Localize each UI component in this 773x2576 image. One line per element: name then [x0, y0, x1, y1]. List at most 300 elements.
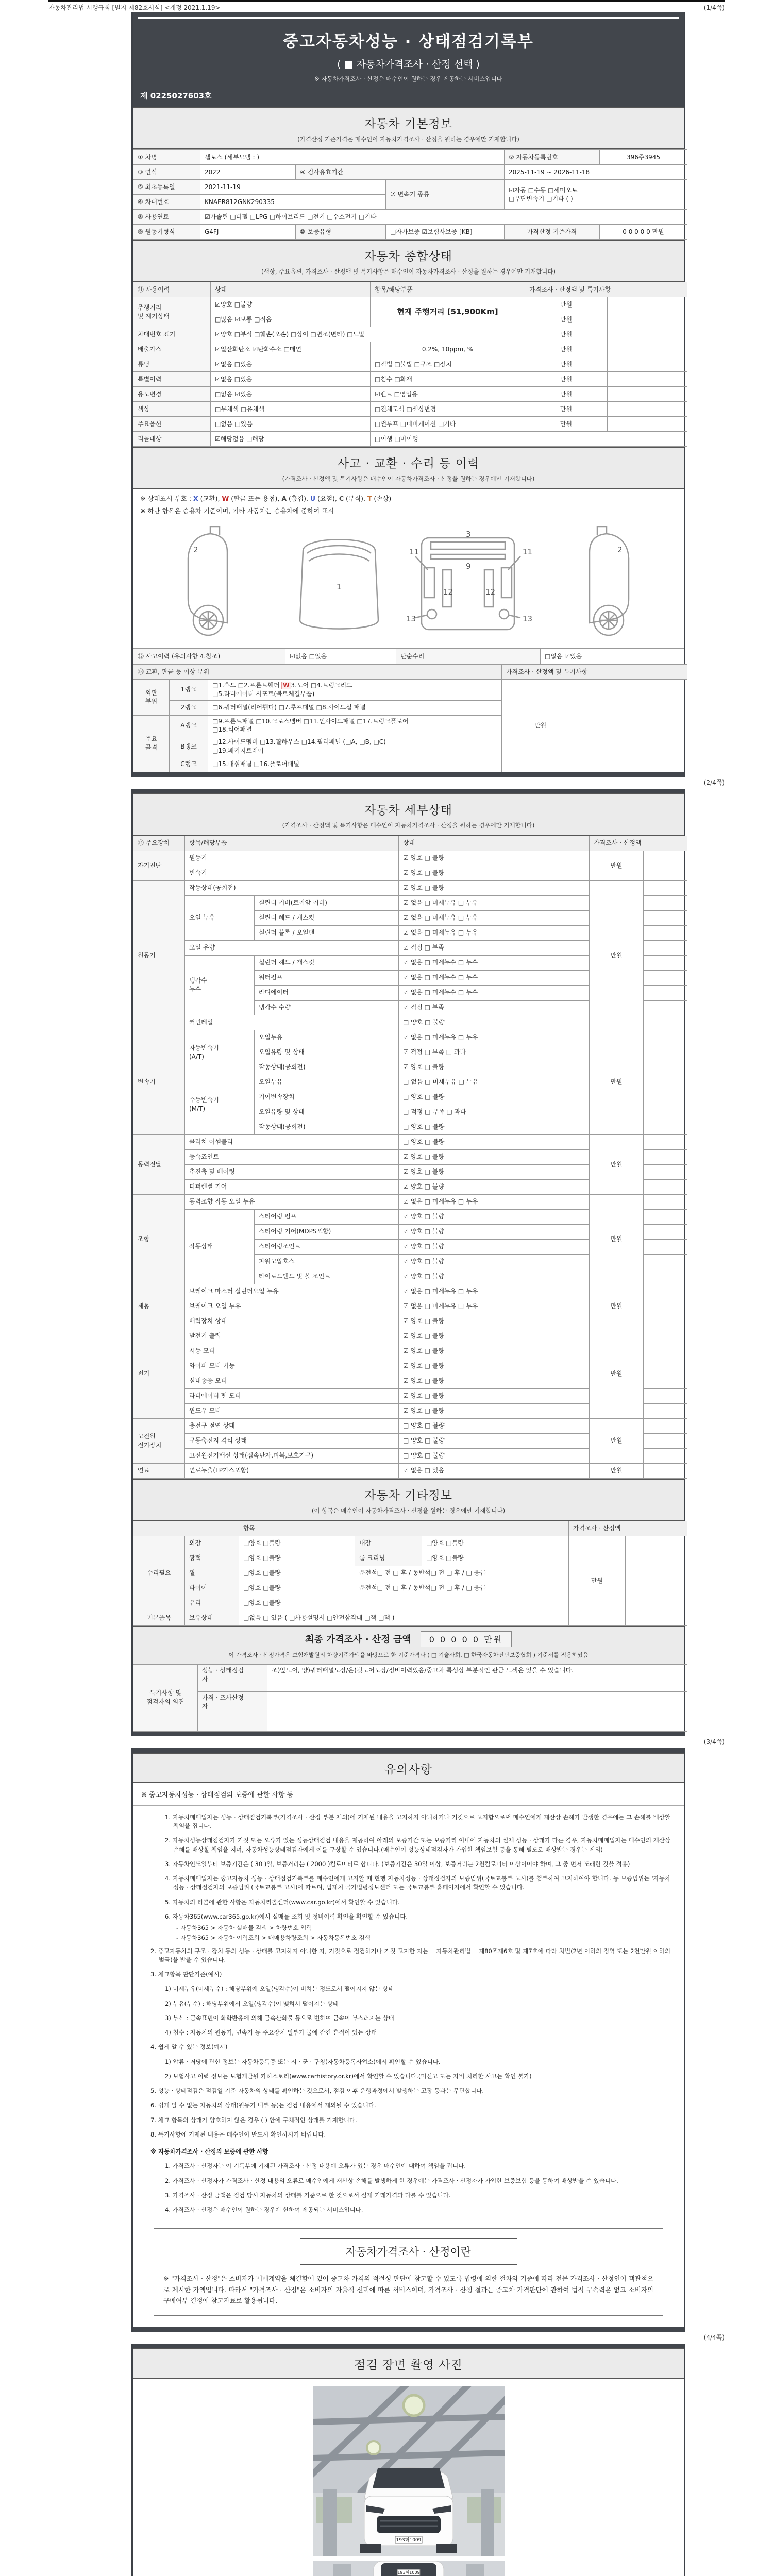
- table-cell: 오일누유: [255, 1075, 399, 1090]
- section-subtitle: (가격조사 · 산정액 및 특기사항은 매수인이 자동차가격조사 · 산정을 원하는 경우에만 기재합니다): [282, 475, 535, 482]
- table-cell: 라디에이터 팬 모터: [185, 1388, 399, 1403]
- legend-part: (요철),: [315, 495, 339, 502]
- table-cell: KNAER812GNK290335: [200, 195, 386, 210]
- table-cell: 자동변속기 (A/T): [185, 1030, 255, 1075]
- table-cell: [608, 312, 687, 327]
- table-cell: □ 양호 □ 불량: [399, 1448, 590, 1463]
- page4-top-bar: [133, 2344, 684, 2348]
- table-cell: □ 적정 □ 부족 □ 과다: [399, 1105, 590, 1120]
- table-cell: ☑ 없음 □ 미세누유 □ 누유: [399, 1284, 590, 1299]
- table-cell: ☑ 없음 □ 미세누유 □ 누유: [399, 925, 590, 940]
- detail-state-table: [133, 836, 684, 1479]
- final-price-amount: 0 0 0 0 0 만원: [421, 1631, 512, 1647]
- table-cell: ☑해당없음 □해당: [211, 432, 371, 447]
- table-cell: ☑ 적정 □ 부족: [399, 940, 590, 955]
- table-cell: □양호 □불량: [239, 1581, 355, 1596]
- table-cell: □양호 □불량: [239, 1536, 355, 1551]
- table-cell: ☑ 양호 □ 불량: [399, 1403, 590, 1418]
- table-cell: 만원: [525, 402, 608, 417]
- legend-part: X: [193, 495, 198, 502]
- table-cell: 만원: [525, 327, 608, 342]
- notice-paragraph: - 자동차365 > 자동차 이력조회 > 매매용차량조회 > 자동차등록번호 검색: [176, 1934, 371, 1942]
- page1-bottom-bar: [133, 772, 684, 777]
- label-2-left: 2: [193, 545, 198, 554]
- table-cell: 만원: [590, 1284, 644, 1329]
- ceiling-light-1: [404, 2395, 424, 2416]
- table-cell: [525, 432, 687, 447]
- section-title: 자동차 기본정보: [364, 117, 452, 131]
- table-cell: 1랭크: [170, 680, 208, 701]
- table-cell: [644, 1149, 687, 1164]
- table-cell: 가격산정 기준가격: [505, 225, 600, 240]
- section-title: 사고 · 교환 · 수리 등 이력: [337, 457, 480, 470]
- table-cell: [644, 985, 687, 1000]
- table-cell: [608, 342, 687, 357]
- table-cell: ☑ 양호 □ 불량: [399, 1359, 590, 1374]
- table-cell: 2021-11-19: [200, 180, 386, 195]
- table-cell: [644, 1418, 687, 1433]
- notice-paragraph: 6. 자동차365(www.car365.go.kr)에서 실매물 조회 및 정비이력 확인을 확인할 수 있습니다.: [165, 1912, 408, 1920]
- table-cell: □없음 ☑있음: [541, 649, 687, 664]
- table-cell: □적법 □불법 □구조 □장치: [371, 357, 525, 372]
- table-cell: [644, 1000, 687, 1015]
- table-cell: □없음 □ 있음 ( □사용설명서 □안전삼각대 □잭 □잭 ): [239, 1611, 569, 1625]
- table-cell: ☑양호 □부식 □훼손(오손) □상이 □변조(변타) □도말: [211, 327, 525, 342]
- table-cell: 기어변속장치: [255, 1090, 399, 1105]
- table-cell: [644, 851, 687, 866]
- table-cell: [644, 1239, 687, 1254]
- table-cell: [644, 1448, 687, 1463]
- table-cell: 원동기: [133, 880, 185, 1030]
- table-cell: 디퍼렌셜 기어: [185, 1179, 399, 1194]
- table-cell: [644, 1224, 687, 1239]
- table-cell: 주행거리 및 계기상태: [133, 297, 211, 327]
- section-notice: [133, 1753, 684, 1783]
- table-cell: 외장: [185, 1536, 239, 1551]
- notice-paragraph: - 자동차365 > 자동차 실매물 검색 > 차량번호 입력: [176, 1924, 312, 1932]
- table-cell: [644, 955, 687, 970]
- table-cell: [644, 970, 687, 985]
- table-cell: 구동축전지 격리 상태: [185, 1433, 399, 1448]
- notice-paragraph: 5. 자동차의 리콜에 관한 사항은 자동차리콜센터(www.car.go.kr)에서 확인할 수 있습니다.: [165, 1898, 400, 1906]
- inspection-photos: [133, 2379, 684, 2576]
- table-cell: [608, 372, 687, 387]
- legend-part: (흠집),: [287, 495, 310, 502]
- table-cell: 성능 · 상태점검 자: [198, 1664, 267, 1691]
- table-cell: ⑨ 원동기형식: [133, 225, 200, 240]
- comprehensive-state-table: [133, 282, 684, 447]
- table-cell: ☑ 양호 □ 불량: [399, 1149, 590, 1164]
- page2-bottom-bar: [133, 1732, 684, 1736]
- table-cell: 만원: [525, 312, 608, 327]
- label-11-left: 11: [409, 547, 419, 556]
- table-cell: [644, 1164, 687, 1179]
- table-cell: ② 자동차등록번호: [505, 150, 600, 165]
- table-cell: □양호 □불량: [239, 1566, 355, 1581]
- table-cell: □침수 □화재: [371, 372, 525, 387]
- table-cell: □전체도색 □색상변경: [371, 402, 525, 417]
- table-cell: ☑없음 □있음: [211, 357, 371, 372]
- table-cell: ☑ 양호 □ 불량: [399, 1239, 590, 1254]
- table-cell: ☑ 양호 □ 불량: [399, 1224, 590, 1239]
- section-title: 유의사항: [384, 1762, 432, 1776]
- table-cell: ☑가솔린 □디젤 □LPG □하이브리드 □전기 □수소전기 □기타: [200, 210, 687, 225]
- table-cell: □없음 ☑있음: [211, 387, 371, 402]
- table-cell: 항목: [239, 1521, 569, 1536]
- quarter-view-right: [590, 527, 629, 635]
- table-cell: 단순수리: [396, 649, 541, 664]
- label-2-right: 2: [617, 545, 623, 554]
- table-cell: □6.쿼터패널(리어휀다) □7.루프패널 □8.사이드실 패널: [208, 700, 502, 715]
- table-cell: [644, 1284, 687, 1299]
- table-cell: ☑ 양호 □ 불량: [399, 851, 590, 866]
- table-cell: ⑩ 보증유형: [296, 225, 386, 240]
- table-cell: 현재 주행거리 [51,900Km]: [371, 297, 525, 327]
- table-cell: 2022: [200, 165, 296, 180]
- table-cell: 만원: [590, 1463, 644, 1478]
- table-cell: ☑ 없음 □ 미세누유 □ 누유: [399, 895, 590, 910]
- legend-part: (교환),: [198, 495, 222, 502]
- table-cell: B랭크: [170, 736, 208, 757]
- table-cell: [644, 1388, 687, 1403]
- table-cell: 라디에이터: [255, 985, 399, 1000]
- table-cell: [133, 1521, 239, 1536]
- table-cell: 만원: [590, 1329, 644, 1418]
- table-cell: 파워고압호스: [255, 1254, 399, 1269]
- table-cell: 배출가스: [133, 342, 211, 357]
- table-cell: ☑ 양호 □ 불량: [399, 1344, 590, 1359]
- notice-paragraph: 4. 쉽게 알 수 있는 정보(예시): [150, 2043, 228, 2051]
- notice-paragraph: 4. 가격조사 · 산정은 매수인이 원하는 경우에 한하여 제공되는 서비스입니다.: [165, 2206, 363, 2214]
- page3-bottom-bar: [133, 2327, 684, 2332]
- table-cell: 셀토스 (세부모델 : ): [200, 150, 505, 165]
- notice-paragraph: 8. 특기사항에 기재된 내용은 매수인이 반드시 확인하시기 바랍니다.: [150, 2130, 326, 2138]
- photo-front-view: [313, 2386, 505, 2556]
- table-cell: 기본품목: [133, 1611, 185, 1625]
- table-cell: 상태: [399, 836, 590, 851]
- table-cell: 냉각수 수량: [255, 1000, 399, 1015]
- table-cell: □ 양호 □ 불량: [399, 1090, 590, 1105]
- table-cell: [626, 1536, 687, 1625]
- lift-post-right: [481, 2489, 494, 2556]
- table-cell: 만원: [525, 372, 608, 387]
- table-cell: □15.대쉬패널 □16.플로어패널: [208, 757, 502, 772]
- table-cell: ☑ 양호 □ 불량: [399, 1060, 590, 1075]
- table-cell: 특기사항 및 점검자의 의견: [133, 1664, 198, 1731]
- table-cell: [644, 1299, 687, 1314]
- ceiling-light-2: [367, 2441, 380, 2454]
- table-cell: [644, 1463, 687, 1478]
- table-cell: [644, 866, 687, 880]
- table-cell: 튜닝: [133, 357, 211, 372]
- section-subtitle: (가격산정 기준가격은 매수인이 자동차가격조사 · 산정을 원하는 경우에만 기재합니다): [297, 135, 519, 143]
- table-cell: □9.프론트패널 □10.크로스멤버 □11.인사이드패널 □17.트렁크플로어 □18.리어패널: [208, 715, 502, 736]
- table-cell: 조)앞도어, 양)쿼터패널도장/운)뒷도어도장/정비이력있음/중고차 특성상 부분적인 판금 도색은 있을 수 있습니다.: [267, 1664, 687, 1691]
- table-cell: [644, 1179, 687, 1194]
- header-stripe: [138, 17, 679, 19]
- table-cell: [644, 1090, 687, 1105]
- car-views-diagram-svg: [133, 522, 684, 641]
- legend-part: W: [222, 495, 229, 502]
- table-cell: [644, 1030, 687, 1045]
- table-cell: ⑪ 사용이력: [133, 282, 211, 297]
- table-cell: [644, 1075, 687, 1090]
- table-cell: 특별이력: [133, 372, 211, 387]
- table-cell: C랭크: [170, 757, 208, 772]
- table-cell: 추진축 및 베어링: [185, 1164, 399, 1179]
- table-cell: ☑ 양호 □ 불량: [399, 1254, 590, 1269]
- table-cell: 외판 부위: [133, 680, 170, 716]
- table-cell: 운전석□ 전 □ 후 / 동반석□ 전 □ 후 / □ 응급: [355, 1566, 569, 1581]
- table-cell: ☑ 없음 □ 있음: [399, 1463, 590, 1478]
- table-cell: ☑ 양호 □ 불량: [399, 1374, 590, 1388]
- label-12-right: 12: [485, 587, 496, 597]
- rear-plate-text: 193허1009: [397, 2570, 420, 2575]
- table-cell: 변속기: [133, 1030, 185, 1134]
- table-cell: □양호 □불량: [239, 1551, 355, 1566]
- table-cell: □양호 □불량: [422, 1536, 569, 1551]
- page3-top-bar: [133, 1748, 684, 1753]
- section-title: 점검 장면 촬영 사진: [354, 2359, 463, 2372]
- table-cell: ⑧ 사용연료: [133, 210, 200, 225]
- table-cell: 가격조사 · 산정액: [590, 836, 687, 851]
- table-cell: [644, 925, 687, 940]
- table-cell: 휠: [185, 1566, 239, 1581]
- section-subtitle: (가격조사 · 산정액 및 특기사항은 매수인이 자동차가격조사 · 산정을 원하는 경우에만 기재합니다): [282, 821, 535, 829]
- section-other-info: [133, 1479, 684, 1521]
- table-cell: 만원: [569, 1536, 626, 1625]
- lift-post-left: [323, 2489, 337, 2556]
- table-cell: 연료: [133, 1463, 185, 1478]
- table-cell: [644, 1329, 687, 1344]
- table-cell: ③ 연식: [133, 165, 200, 180]
- notice-paragraph: 4) 침수 : 자동차의 원동기, 변속기 등 주요장치 일부가 물에 잠긴 흔적이 있는 상태: [165, 2029, 377, 2037]
- table-cell: G4FJ: [200, 225, 296, 240]
- notice-paragraph: 7. 체크 항목의 상태가 양호하지 않은 경우 ( ) 안에 구체적인 상태를 기재합니다.: [150, 2116, 357, 2124]
- table-cell: 충전구 절연 상태: [185, 1418, 399, 1433]
- table-cell: ☑ 없음 □ 미세누유 □ 누유: [399, 1194, 590, 1209]
- table-cell: 실린더 블록 / 오일팬: [255, 925, 399, 940]
- table-cell: □없음 □있음: [211, 417, 371, 432]
- table-cell: □무채색 □유채색: [211, 402, 371, 417]
- table-cell: 윈도우 모터: [185, 1403, 399, 1418]
- table-cell: 가격조사 · 산정액 및 특기사항: [502, 665, 687, 680]
- table-cell: □ 양호 □ 불량: [399, 1015, 590, 1030]
- document-header: [133, 12, 684, 107]
- label-13-right: 13: [523, 614, 533, 623]
- table-cell: ☑자동 □수동 □세미오토 □무단변속기 □기타 ( ): [505, 180, 687, 210]
- section-subtitle: (이 항목은 매수인이 자동차가격조사 · 산정을 원하는 경우에만 기재합니다): [311, 1506, 506, 1514]
- table-cell: 수동변속기 (M/T): [185, 1075, 255, 1134]
- other-info-table: [133, 1521, 684, 1626]
- legend-part: T: [367, 495, 372, 502]
- table-cell: [608, 357, 687, 372]
- table-cell: [608, 297, 687, 312]
- table-cell: 브레이크 오일 누유: [185, 1299, 399, 1314]
- table-cell: 주요옵션: [133, 417, 211, 432]
- table-cell: ⑥ 차대번호: [133, 195, 200, 210]
- table-cell: □이행 □미이행: [371, 432, 525, 447]
- table-cell: 만원: [525, 387, 608, 402]
- table-cell: A랭크: [170, 715, 208, 736]
- table-cell: ☑ 양호 □ 불량: [399, 1388, 590, 1403]
- table-cell: [644, 1105, 687, 1120]
- table-cell: ☑ 양호 □ 불량: [399, 1179, 590, 1194]
- table-cell: [644, 1194, 687, 1209]
- table-cell: 스티어링 기어(MDPS포함): [255, 1224, 399, 1239]
- table-cell: □ 없음 □ 미세누유 □ 누유: [399, 1075, 590, 1090]
- notice-paragraphs: [133, 1806, 684, 2226]
- form-reference: 자동차관리법 시행규칙 [별지 제82호서식] <개정 2021.1.19>: [48, 4, 221, 11]
- table-cell: ④ 검사유효기간: [296, 165, 505, 180]
- page-1: [131, 12, 685, 777]
- table-cell: 연료누출(LP가스포함): [185, 1463, 399, 1478]
- notice-paragraph: 3. 가격조사 · 산정 금액은 점검 당시 자동차의 상태를 기준으로 한 것으로서 실제 거래가격과 다를 수 있습니다.: [165, 2191, 451, 2199]
- table-cell: 오일 유량: [185, 940, 399, 955]
- section-basic-info: [133, 107, 684, 149]
- table-cell: 용도변경: [133, 387, 211, 402]
- legend-part: U: [310, 495, 316, 502]
- table-cell: ☑ 양호 □ 불량: [399, 1314, 590, 1329]
- table-cell: 396주3945: [600, 150, 687, 165]
- table-cell: ☑ 없음 □ 미세누수 □ 누수: [399, 955, 590, 970]
- table-cell: [608, 387, 687, 402]
- section-subtitle: (색상, 주요옵션, 가격조사 · 산정액 및 특기사항은 매수인이 자동차가격조사 · 산정을 원하는 경우에만 기재합니다): [261, 268, 556, 275]
- front-plate-text: 193허1009: [396, 2538, 421, 2544]
- state-symbol-legend: [140, 494, 677, 503]
- page-4: [131, 2344, 685, 2576]
- label-13-left: 13: [406, 614, 416, 623]
- quarter-view-left: [188, 527, 227, 635]
- table-cell: [644, 880, 687, 895]
- legend-part: A: [281, 495, 287, 502]
- legend-part: (부식),: [344, 495, 367, 502]
- table-cell: 제동: [133, 1284, 185, 1329]
- table-cell: 내장: [355, 1536, 422, 1551]
- notice-paragraph: 1) 미세누유(미세누수) : 해당부위에 오일(냉각수)이 비치는 정도로서 떨어지지 않는 상태: [165, 1985, 394, 1993]
- final-price-band: [133, 1626, 684, 1664]
- section-comprehensive: [133, 240, 684, 282]
- table-cell: [608, 417, 687, 432]
- definition-box-title: 자동차가격조사 · 산정이란: [300, 2238, 517, 2265]
- table-cell: [644, 1344, 687, 1359]
- table-cell: 항목/해당부품: [371, 282, 525, 297]
- table-cell: 만원: [590, 851, 644, 880]
- table-cell: 워터펌프: [255, 970, 399, 985]
- table-cell: ☑ 양호 □ 불량: [399, 866, 590, 880]
- document-note: ※ 자동차가격조사 · 산정은 매수인이 원하는 경우 제공하는 서비스입니다: [314, 75, 502, 82]
- table-cell: 와이퍼 모터 기능: [185, 1359, 399, 1374]
- document-subtitle: ( ■ 자동차가격조사 · 산정 선택 ): [337, 59, 480, 70]
- table-cell: 오일유량 및 상태: [255, 1045, 399, 1060]
- table-cell: ⑦ 변속기 종류: [386, 180, 505, 210]
- section-photos: [133, 2348, 684, 2379]
- table-cell: □1.후드 □2.프론트휀더 W 3.도어 □4.트렁크리드 □5.라디에이터 서포트(볼트체결부품): [208, 680, 502, 701]
- table-cell: 만원: [590, 880, 644, 1030]
- table-cell: 동력조향 작동 오일 누유: [185, 1194, 399, 1209]
- table-cell: [644, 895, 687, 910]
- table-cell: 만원: [502, 680, 579, 772]
- table-cell: [644, 1403, 687, 1418]
- table-cell: 항목/해당부품: [185, 836, 399, 851]
- section-title: 자동차 기타정보: [364, 1488, 452, 1502]
- final-price-label: 최종 가격조사 · 산정 금액: [305, 1634, 411, 1646]
- table-cell: 리콜대상: [133, 432, 211, 447]
- table-cell: 0.2%, 10ppm, %: [371, 342, 525, 357]
- table-cell: [644, 1134, 687, 1149]
- table-cell: 타이어: [185, 1581, 239, 1596]
- structure-top-view: [415, 538, 520, 630]
- section-title: 자동차 종합상태: [364, 250, 452, 263]
- table-cell: [644, 1015, 687, 1030]
- label-9: 9: [466, 562, 471, 571]
- table-cell: □양호 □불량: [239, 1596, 569, 1611]
- table-cell: ☑없음 □있음: [211, 372, 371, 387]
- table-cell: 차대번호 표기: [133, 327, 211, 342]
- legend-part: (손상): [372, 495, 392, 502]
- table-cell: 운전석□ 전 □ 후 / 동반석□ 전 □ 후 / □ 응급: [355, 1581, 569, 1596]
- table-cell: [644, 1269, 687, 1284]
- table-cell: 오일누유: [255, 1030, 399, 1045]
- table-cell: [644, 1120, 687, 1134]
- table-cell: 만원: [525, 342, 608, 357]
- table-cell: ⑬ 교환, 판금 등 이상 부위: [133, 665, 502, 680]
- table-cell: 만원: [590, 1418, 644, 1463]
- table-cell: □12.사이드멤버 □13.휠하우스 □14.필러패널 (□A, □B, □C) □19.패키지트레이: [208, 736, 502, 757]
- table-cell: [644, 1374, 687, 1388]
- table-cell: 2025-11-19 ~ 2026-11-18: [505, 165, 687, 180]
- table-cell: ☑ 양호 □ 불량: [399, 1209, 590, 1224]
- notice-paragraph: 2. 가격조사 · 산정자가 가격조사 · 산정 내용의 오류로 매수인에게 재산상 손해를 발생하게 한 경우에는 가격조사 · 산정자가 가입한 보증보험 등을 통하여 배상받을 수 있습니다.: [165, 2177, 618, 2184]
- table-cell: 유리: [185, 1596, 239, 1611]
- table-cell: ☑ 양호 □ 불량: [399, 1164, 590, 1179]
- table-cell: ⑫ 사고이력 (유의사항 4.참조): [133, 649, 285, 664]
- page-marker-4: (4/4쪽): [703, 2334, 725, 2342]
- page-meta: [48, 0, 725, 12]
- weld-mark: W: [281, 682, 291, 689]
- car-front: [360, 2468, 457, 2553]
- notice-paragraph: ※ 자동차가격조사 · 산정의 보증에 관한 사항: [150, 2148, 268, 2156]
- notice-paragraph: 4. 자동차매매업자는 중고자동차 성능 · 상태점검기록부를 매수인에게 고지할 때 현행 자동차성능 · 상태점검자의 보증범위(국토교통부 고시)를 첨부하여 고지하여야 합니다. 동 보증범위는 '자동차성능 · 상태점검자의 보증범위'(국토교통부 고시)에 따르며, 법제처 국가법령정보센터 또는 국토교통부 홈페이지에서 확인할 수 있습니다.: [165, 1875, 670, 1891]
- notice-paragraph: 3. 체크항목 판단기준(예시): [150, 1971, 222, 1978]
- table-cell: 가격조사 · 산정액: [569, 1521, 687, 1536]
- table-cell: ☑ 없음 □ 미세누유 □ 누유: [399, 910, 590, 925]
- table-cell: 실린더 커버(로커암 커버): [255, 895, 399, 910]
- table-cell: ☑ 없음 □ 미세누유 □ 누유: [399, 1299, 590, 1314]
- page-3: [131, 1748, 685, 2332]
- table-cell: ☑ 양호 □ 불량: [399, 1329, 590, 1344]
- table-cell: 가격 · 조사산정 자: [198, 1691, 267, 1731]
- notice-paragraph: 3. 자동차인도일부터 보증기간은 ( 30 )일, 보증거리는 ( 2000 )킬로미터로 합니다. (보증기간은 30일 이상, 보증거리는 2천킬로미터 이상이어야 하며, 그 중 먼저 도래한 것을 적용): [165, 1860, 630, 1868]
- notice-paragraph: 1) 압류 · 저당에 관한 정보는 자동차등록증 또는 시 · 군 · 구청(자동차등록사업소)에서 확인할 수 있습니다.: [165, 2058, 441, 2065]
- table-cell: 냉각수 누수: [185, 955, 255, 1015]
- table-cell: [579, 680, 687, 772]
- page-marker-1: (1/4쪽): [703, 4, 725, 11]
- table-cell: 스티어링 펌프: [255, 1209, 399, 1224]
- label-1-hood: 1: [337, 582, 342, 591]
- accident-history-row: [133, 649, 684, 664]
- table-cell: 보유상태: [185, 1611, 239, 1625]
- table-cell: 만원: [590, 1030, 644, 1134]
- notice-paragraph: 1. 자동차매매업자는 성능 · 상태점검기록부(가격조사 · 산정 부분 제외)에 기재된 내용을 고지하지 아니하거나 거짓으로 고지함으로써 매수인에게 재산상 손해가 발생한 경우에는 그 손해를 배상할 책임을 집니다.: [165, 1813, 670, 1830]
- table-cell: 실린더 헤드 / 개스킷: [255, 955, 399, 970]
- table-cell: ⑭ 주요장치: [133, 836, 185, 851]
- table-cell: 작동상태: [185, 1209, 255, 1284]
- table-cell: 만원: [590, 1134, 644, 1194]
- notice-paragraph: 1. 가격조사 · 산정자는 이 기록부에 기재된 가격조사 · 산정 내용에 오류가 있는 경우 매수인에 대하여 책임을 집니다.: [165, 2162, 466, 2170]
- basic-info-table: [133, 149, 684, 240]
- notice-paragraph: 3) 부식 : 금속표면이 화학반응에 의해 금속산화물 등으로 변하여 금속이 부스러지는 상태: [165, 2014, 394, 2022]
